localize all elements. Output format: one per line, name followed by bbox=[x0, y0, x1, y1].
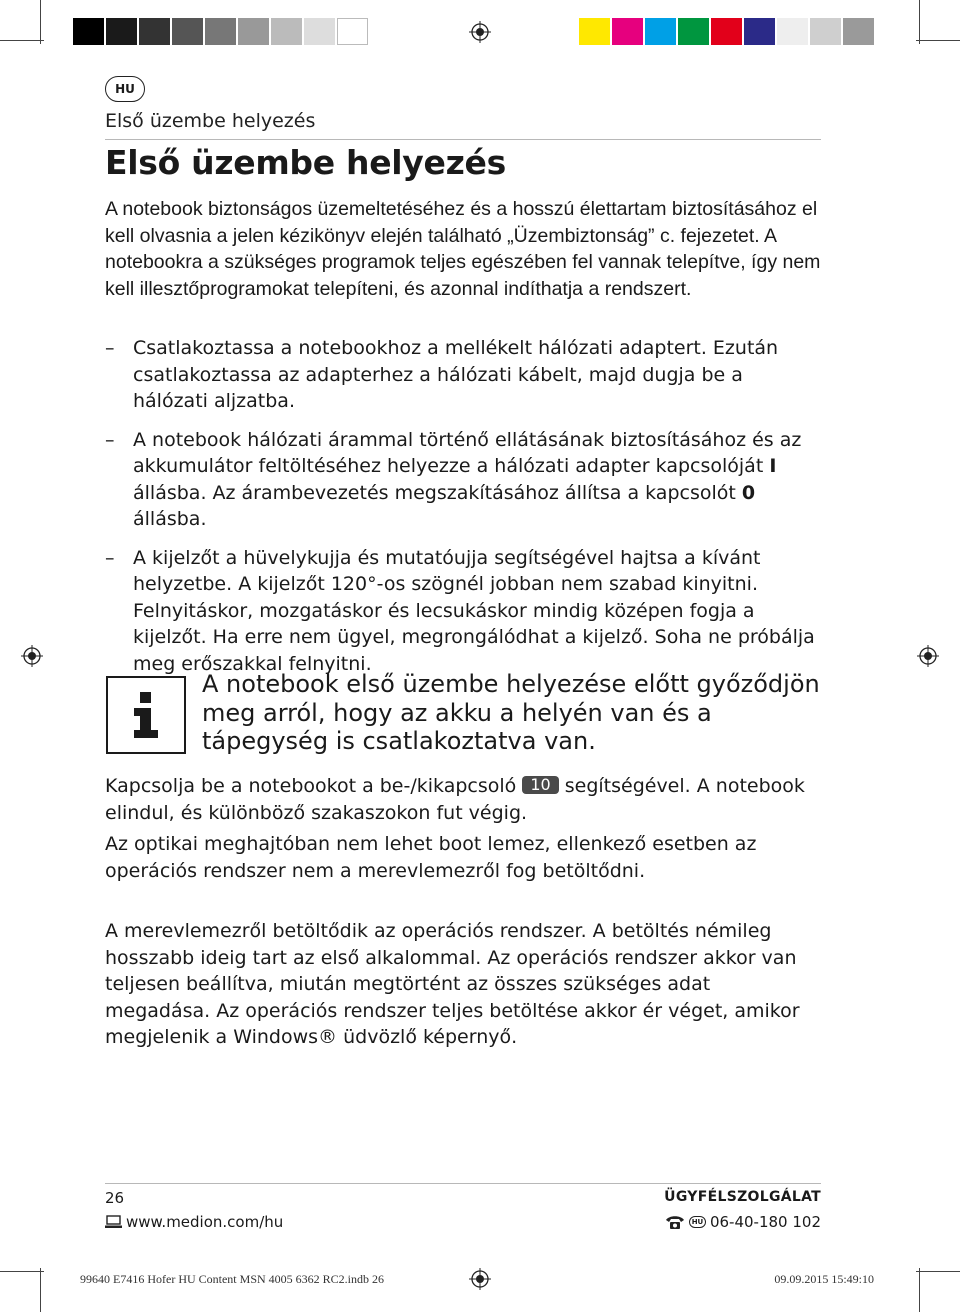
color-swatch bbox=[645, 18, 676, 45]
hotline bbox=[665, 1213, 821, 1231]
website-link[interactable] bbox=[105, 1213, 283, 1231]
power-text: segítségével. A notebook elindul, és különböző szakaszokon fut végig. bbox=[105, 775, 805, 824]
info-icon bbox=[106, 676, 186, 754]
phone-icon bbox=[665, 1215, 685, 1230]
power-on-paragraph bbox=[105, 773, 821, 826]
switch-position-on: I bbox=[769, 455, 777, 477]
registration-mark-icon bbox=[469, 1268, 491, 1290]
color-swatch bbox=[843, 18, 874, 45]
computer-icon bbox=[105, 1215, 122, 1229]
info-note: A notebook első üzembe helyezése előtt győződjön meg arról, hogy az akku a helyén van és a tápegység is csatlakoztatva van. bbox=[202, 670, 820, 755]
step-text: állásba. bbox=[133, 508, 207, 530]
color-swatch bbox=[678, 18, 709, 45]
switch-position-off: 0 bbox=[741, 481, 756, 504]
crop-mark bbox=[0, 1271, 44, 1272]
color-swatch bbox=[205, 18, 236, 45]
color-swatch bbox=[744, 18, 775, 45]
support-heading: ÜGYFÉLSZOLGÁLAT bbox=[664, 1189, 821, 1205]
footer-divider bbox=[105, 1183, 821, 1184]
language-badge: HU bbox=[105, 76, 145, 102]
list-item bbox=[105, 335, 821, 415]
info-glyph-icon bbox=[131, 692, 161, 738]
print-slug-file: 99640 E7416 Hofer HU Content MSN 4005 6362 RC2.indb 26 bbox=[80, 1272, 384, 1286]
color-swatch bbox=[271, 18, 302, 45]
color-swatch bbox=[337, 18, 368, 45]
power-text: Kapcsolja be a notebookot a be-/kikapcsoló bbox=[105, 775, 523, 797]
registration-mark-icon bbox=[21, 645, 43, 667]
color-swatch bbox=[304, 18, 335, 45]
color-swatch bbox=[579, 18, 610, 45]
list-dash: – bbox=[105, 546, 115, 569]
crop-mark bbox=[916, 40, 960, 41]
registration-mark-icon bbox=[917, 645, 939, 667]
optical-drive-paragraph: Az optikai meghajtóban nem lehet boot lemez, ellenkező esetben az operációs rendszer nem a merevlemezről fog betöltődni. bbox=[105, 833, 757, 882]
crop-mark bbox=[919, 0, 920, 44]
color-swatch bbox=[612, 18, 643, 45]
crop-mark bbox=[40, 0, 41, 44]
header-divider bbox=[105, 139, 821, 140]
setup-steps-list bbox=[105, 335, 821, 689]
running-head: Első üzembe helyezés bbox=[105, 110, 316, 132]
intro-paragraph: A notebook biztonságos üzemeltetéséhez és a hosszú élettartam biztosításához el kell olvasnia a jelen kézikönyv elején található „Üzembiztonság” c. fejezetet. A notebookra a szükséges programok teljes egészében fel vannak telepítve, így nem kell illesztőprogramokat telepíteni, és azonnal indíthatja a rendszert. bbox=[105, 198, 821, 300]
page-number: 26 bbox=[105, 1189, 125, 1207]
power-button-ref: 10 bbox=[522, 776, 558, 794]
step-text: állásba. Az árambevezetés megszakításához állítsa a kapcsolót bbox=[133, 481, 742, 504]
boot-paragraph: A merevlemezről betöltődik az operációs rendszer. A betöltés némileg hosszabb ideig tart az első alkalommal. Az operációs rendszer akkor van teljesen beállítva, miután megtörtént az összes szükséges adat megadása. Az operációs rendszer teljes betöltése akkor ér véget, amikor megjelenik a Windows® üdvözlő képernyő. bbox=[105, 920, 800, 1048]
phone-number: 06-40-180 102 bbox=[709, 1213, 821, 1231]
step-text: A notebook hálózati árammal történő ellátásának biztosításához és az akkumulátor feltöltéséhez helyezze a hálózati adapter kapcsolóját bbox=[133, 428, 802, 477]
list-dash: – bbox=[105, 337, 115, 359]
step-text: A kijelzőt a hüvelykujja és mutatóujja segítségével hajtsa a kívánt helyzetbe. A kijelzőt 120°-os szögnél jobban nem szabad kinyitni. Felnyitáskor, mozgatáskor és lecsukáskor mindig középen fogja a kijelzőt. Ha erre nem ügyel, megrongálódhat a kijelző. Soha ne próbálja meg erőszakkal felnyitni. bbox=[133, 546, 815, 675]
crop-mark bbox=[40, 1268, 41, 1312]
list-item bbox=[105, 427, 821, 533]
crop-mark bbox=[916, 1271, 960, 1272]
color-swatch bbox=[711, 18, 742, 45]
color-swatch bbox=[238, 18, 269, 45]
step-text: Csatlakoztassa a notebookhoz a mellékelt hálózati adaptert. Ezután csatlakoztassa az adapterhez a hálózati kábelt, majd dugja be a hálózati aljzatba. bbox=[133, 337, 779, 412]
list-dash: – bbox=[105, 428, 115, 451]
country-badge: HU bbox=[689, 1216, 706, 1228]
color-swatch bbox=[73, 18, 104, 45]
color-swatch bbox=[810, 18, 841, 45]
color-calibration-bar-left bbox=[73, 18, 370, 45]
crop-mark bbox=[0, 40, 44, 41]
crop-mark bbox=[919, 1268, 920, 1312]
color-swatch bbox=[777, 18, 808, 45]
registration-mark-icon bbox=[469, 21, 491, 43]
page-title: Első üzembe helyezés bbox=[105, 143, 506, 182]
color-swatch bbox=[106, 18, 137, 45]
color-calibration-bar-right bbox=[579, 18, 876, 45]
color-swatch bbox=[172, 18, 203, 45]
color-swatch bbox=[139, 18, 170, 45]
print-slug-date: 09.09.2015 15:49:10 bbox=[774, 1272, 874, 1286]
website-url[interactable]: www.medion.com/hu bbox=[126, 1213, 284, 1231]
list-item bbox=[105, 545, 821, 678]
